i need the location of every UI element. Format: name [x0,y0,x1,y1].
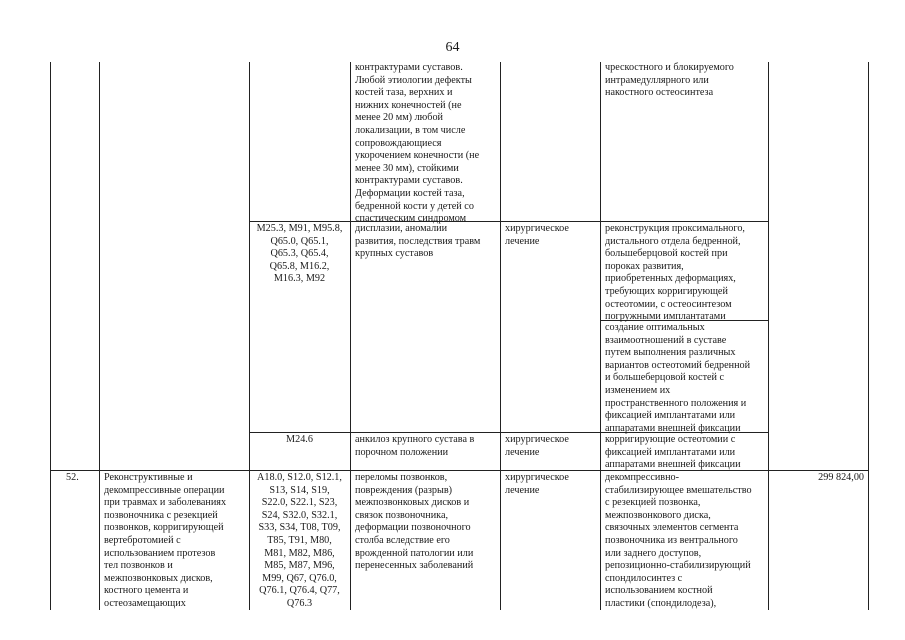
page-number: 64 [445,40,460,55]
continuation-method-cell: чрескостного и блокируемого интрамедуллярного или накостного остеосинтеза [605,62,734,99]
column-border [868,62,869,610]
row-codes-cell: A18.0, S12.0, S12.1, S13, S14, S19, S22.0, S22.1, S23, S24, S32.0, S32.1, S33, S34, T08, T09, T85, T91, M80, M81, M82, M86, M85, M87, M96, M99, Q67, Q76.0, Q76.1, Q76.4, Q77, Q76.3 [257,472,342,609]
column-border [768,62,769,610]
row-treatment-cell: хирургическое лечение [505,223,569,247]
row-cost-cell: 299 824,00 [818,472,864,483]
column-border [600,62,601,610]
row-diagnosis-cell: анкилоз крупного сустава в порочном положении [355,434,475,458]
row-diagnosis-cell: дисплазии, аномалии развития, последствия травм крупных суставов [355,223,481,260]
row-method-cell: декомпрессивно- стабилизирующее вмешательство с резекцией позвонка, межпозвонкового диска, связочных элементов сегмента позвоночника из вентрального или заднего доступов, репозиционно-стабилизирующий спондилосинтез с использованием костной пластики (спондилодеза), [605,472,752,609]
column-border [50,62,51,610]
row-border [249,221,768,222]
column-border [99,62,100,610]
row-diagnosis-cell: переломы позвонков, повреждения (разрыв) межпозвонковых дисков и связок позвоночника, деформации позвоночного столба вследствие его врожденной патологии или перенесенных заболеваний [355,472,474,572]
row-codes-cell: M25.3, M91, M95.8, Q65.0, Q65.1, Q65.3, Q65.4, Q65.8, M16.2, M16.3, M92 [256,223,343,285]
row-treatment-cell: хирургическое лечение [505,472,569,496]
row-name-cell: Реконструктивные и декомпрессивные операции при травмах и заболеваниях позвоночника с резекцией позвонков, корригирующей вертебротомией с использованием протезов тел позвонков и межпозвонковых дисков, костного цемента и остеозамещающих [104,472,227,609]
continuation-diagnosis-cell: контрактурами суставов. Любой этиологии дефекты костей таза, верхних и нижних конечностей (не менее 20 мм) любой локализации, в том числе сопровождающиеся укорочением конечности (не менее 30 мм), стойкими контрактурами суставов. Деформации костей таза, бедренной кости у детей со спастическим синдромом [355,62,480,225]
column-border [249,62,250,610]
row-treatment-cell: хирургическое лечение [505,434,569,458]
row-number-cell: 52. [66,472,79,483]
row-method-cell: реконструкция проксимального, дистального отдела бедренной, большеберцовой костей при пороках развития, приобретенных деформациях, требующих корригирующей остеотомии, с остеосинтезом погружными имплантатами [605,223,745,323]
row-method-cell: создание оптимальных взаимоотношений в суставе путем выполнения различных вариантов остеотомий бедренной и большеберцовой костей с изменением их пространственного положения и фиксацией имплантатами или аппаратами внешней фиксации [605,322,751,434]
column-border [350,62,351,610]
column-border [500,62,501,610]
row-codes-cell: M24.6 [286,434,313,445]
row-method-cell: корригирующие остеотомии с фиксацией имплантатами или аппаратами внешней фиксации [605,434,741,471]
